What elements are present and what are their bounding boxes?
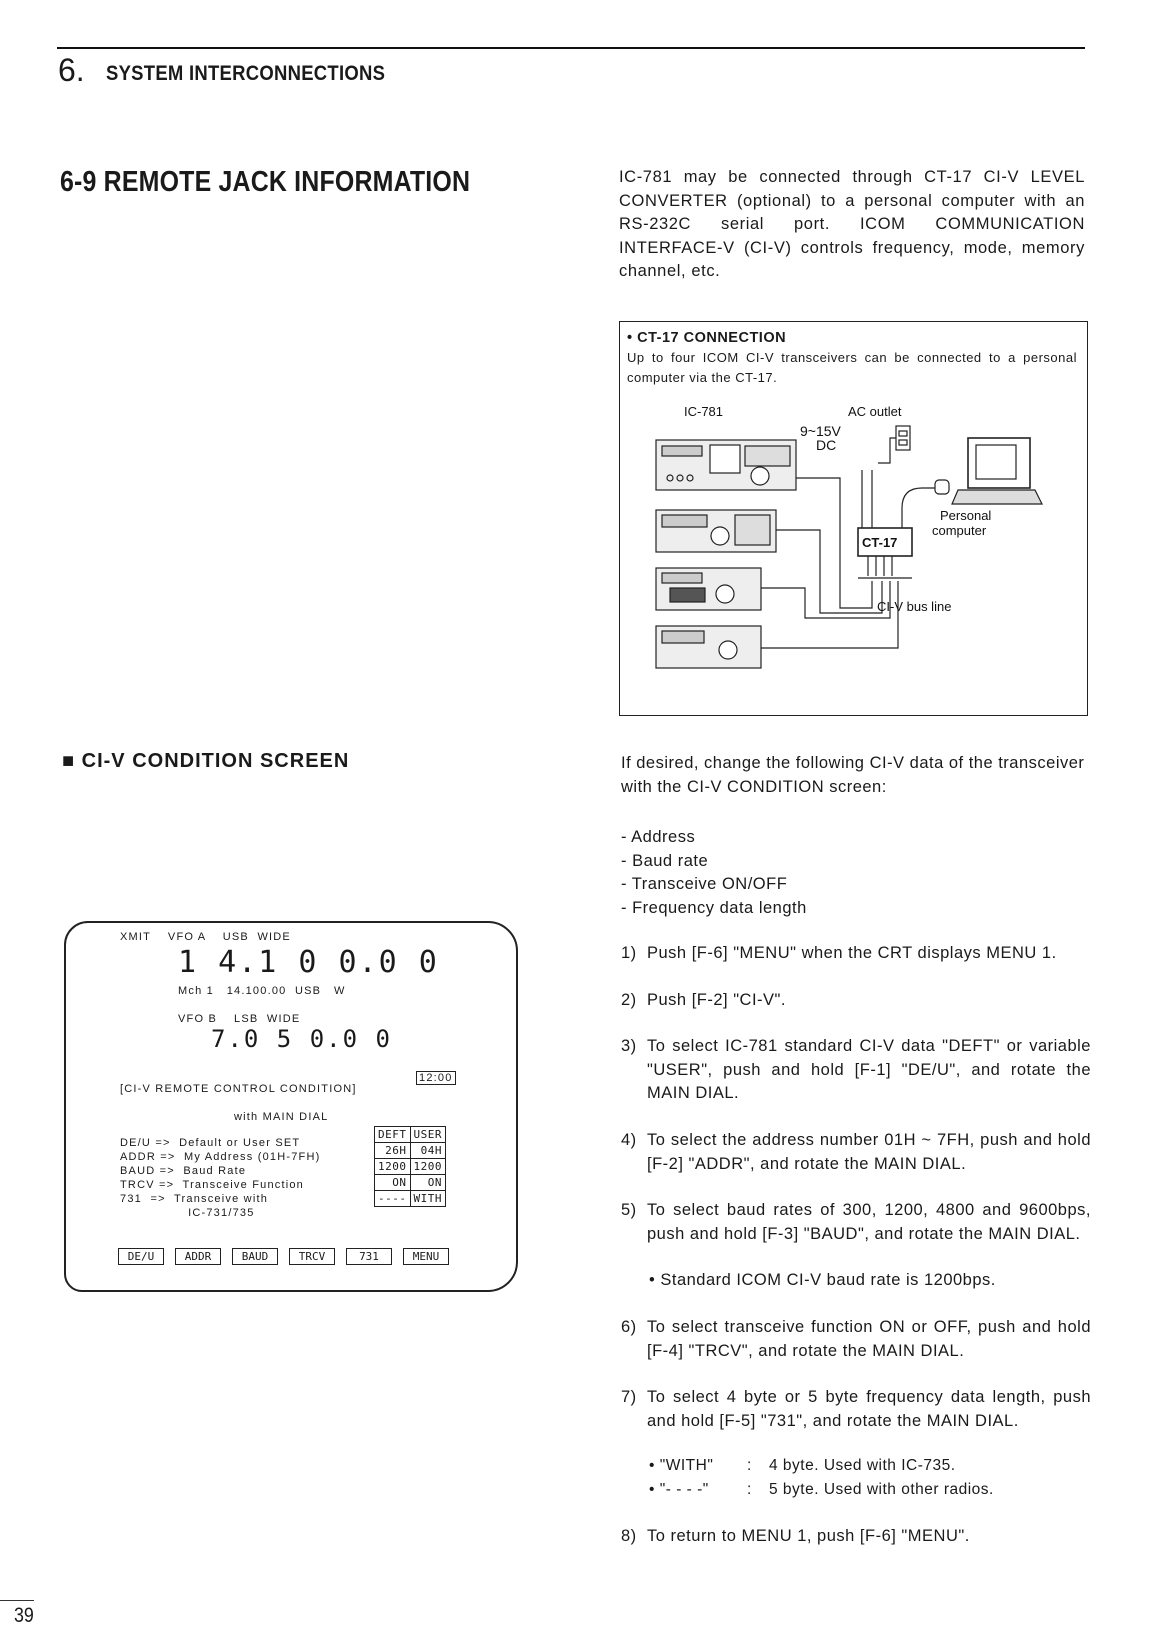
list-item: - Transceive ON/OFF <box>621 875 788 894</box>
connection-box-text: Up to four ICOM CI-V transceivers can be connected to a personal computer via the CT-17. <box>627 350 1077 385</box>
pc-label-2: computer <box>932 523 987 538</box>
connection-box-title: • CT-17 CONNECTION <box>627 330 787 346</box>
table-cell: 1200 <box>410 1159 446 1175</box>
crt-row-731-models: IC-731/735 <box>120 1207 255 1219</box>
crt-sub-frequency: 7.0 5 0.0 0 <box>211 1025 392 1053</box>
steps-list <box>621 942 1091 1548</box>
step-5: 5) To select baud rates of 300, 1200, 4800 and 9600bps, push and hold [F-3] "BAUD", and rotate the MAIN DIAL. <box>621 1201 1091 1243</box>
crt-row-baud: BAUD => Baud Rate <box>120 1165 247 1177</box>
page-number: 39 <box>14 1604 34 1627</box>
step-4: 4) To select the address number 01H ~ 7FH, push and hold [F-2] "ADDR", and rotate the MAIN DIAL. <box>621 1130 1091 1173</box>
step-3: 3) To select IC-781 standard CI-V data "DEFT" or variable "USER", push and hold [F-1] "DE/U", and rotate the MAIN DIAL. <box>621 1037 1091 1103</box>
table-cell: 1200 <box>375 1159 411 1175</box>
header-rule <box>57 47 1085 49</box>
step-8: 8) To return to MENU 1, push [F-6] "MENU". <box>621 1526 970 1545</box>
step-6: 6) To select transceive function ON or OFF, push and hold [F-4] "TRCV", and rotate the MAIN DIAL. <box>621 1317 1091 1360</box>
table-cell: ON <box>375 1175 411 1191</box>
fkey-trcv: TRCV <box>289 1248 335 1265</box>
bus-line-label: CI-V bus line <box>877 599 952 614</box>
crt-memory-channel: Mch 1 14.100.00 USB W <box>178 985 346 997</box>
list-item: - Frequency data length <box>621 898 807 917</box>
connection-diagram <box>640 404 1080 698</box>
section-number: 6. <box>58 52 85 88</box>
ic781-label: IC-781 <box>684 404 724 419</box>
crt-row-trcv: TRCV => Transceive Function <box>120 1179 304 1191</box>
crt-values-table <box>374 1126 446 1207</box>
crt-vfob-line: VFO B LSB WIDE <box>178 1013 301 1025</box>
crt-clock: 12:00 <box>416 1071 456 1085</box>
crt-condition-title: [CI-V REMOTE CONTROL CONDITION] <box>120 1083 357 1095</box>
crt-with-dial: with MAIN DIAL <box>234 1111 329 1123</box>
fkey-baud: BAUD <box>232 1248 278 1265</box>
step-2: 2) Push [F-2] "CI-V". <box>621 990 786 1009</box>
section-title: SYSTEM INTERCONNECTIONS <box>106 62 386 85</box>
step-1: 1) Push [F-6] "MENU" when the CRT displays MENU 1. <box>621 944 1057 962</box>
crt-main-frequency: 1 4.1 0 0.0 0 <box>178 945 439 980</box>
step-7-notes: • "WITH" : 4 byte. Used with IC-735. • "- - - -" : 5 byte. Used with other radios. <box>649 1457 994 1498</box>
crt-top-line: XMIT VFO A USB WIDE <box>120 931 291 943</box>
civ-screen-heading: ■ CI-V CONDITION SCREEN <box>62 750 350 772</box>
table-cell: ---- <box>375 1191 411 1207</box>
fkey-menu: MENU <box>403 1248 449 1265</box>
dc-voltage-label: 9~15V <box>800 423 841 439</box>
crt-row-731: 731 => Transceive with <box>120 1193 269 1205</box>
table-cell: 26H <box>375 1143 411 1159</box>
crt-screen <box>64 921 518 1292</box>
pc-label-1: Personal <box>940 508 992 523</box>
dc-label: DC <box>816 437 837 453</box>
baud-note: • Standard ICOM CI-V baud rate is 1200bps. <box>649 1271 996 1290</box>
fkey-addr: ADDR <box>175 1248 221 1265</box>
page-number-rule <box>0 1600 34 1601</box>
table-cell: 04H <box>410 1143 446 1159</box>
civ-intro-paragraph: If desired, change the following CI-V data of the transceiver with the CI-V CONDITION screen: <box>621 754 1085 796</box>
table-cell: WITH <box>410 1191 446 1207</box>
crt-row-deu: DE/U => Default or User SET <box>120 1137 301 1149</box>
crt-function-keys <box>118 1248 449 1265</box>
page-heading: 6-9 REMOTE JACK INFORMATION <box>60 166 471 198</box>
civ-items-list <box>621 826 807 920</box>
crt-row-addr: ADDR => My Address (01H-7FH) <box>120 1151 321 1163</box>
list-item: - Baud rate <box>621 851 709 870</box>
table-cell: ON <box>410 1175 446 1191</box>
intro-paragraph: IC-781 may be connected through CT-17 CI-V LEVEL CONVERTER (optional) to a personal computer with an RS-232C serial port. ICOM COMMUNICATION INTERFACE-V (CI-V) controls frequency, mode, memory channel, etc. <box>619 168 1085 281</box>
fkey-deu: DE/U <box>118 1248 164 1265</box>
list-item: - Address <box>621 828 696 846</box>
table-cell: USER <box>410 1127 446 1143</box>
ac-outlet-label: AC outlet <box>848 404 902 419</box>
fkey-731: 731 <box>346 1248 392 1265</box>
ct17-label: CT-17 <box>862 535 898 550</box>
step-7: 7) To select 4 byte or 5 byte frequency data length, push and hold [F-5] "731", and rotate the MAIN DIAL. <box>621 1388 1091 1430</box>
table-cell: DEFT <box>375 1127 411 1143</box>
ac-outlet-icon <box>896 426 910 450</box>
